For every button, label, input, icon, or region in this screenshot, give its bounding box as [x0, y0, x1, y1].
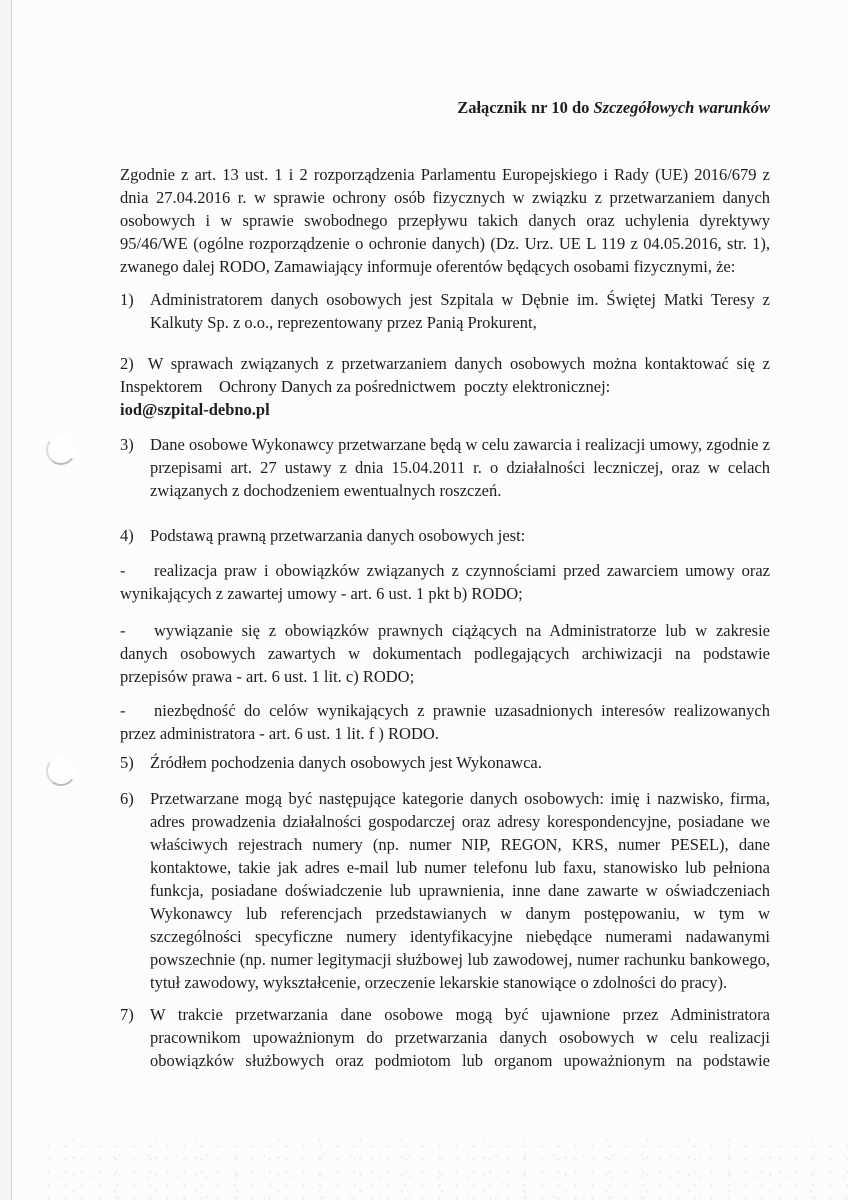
- list-item-2-group: [120, 352, 770, 421]
- item-5-text: Źródłem pochodzenia danych osobowych jest Wykonawca.: [150, 753, 542, 772]
- item-6-marker: 6): [120, 789, 134, 808]
- item-5-marker: 5): [120, 753, 134, 772]
- item-1-marker: 1): [120, 290, 134, 309]
- intro-paragraph: Zgodnie z art. 13 ust. 1 i 2 rozporządzenia Parlamentu Europejskiego i Rady (UE) 2016/679 z dnia 27.04.2016 r. w sprawie ochrony osób fizycznych w związku z przetwarzaniem danych osobowych i w sprawie swobodnego przepływu takich danych oraz uchylenia dyrektywy 95/46/WE (ogólne rozporządzenie o ochronie danych) (Dz. Urz. UE L 119 z 04.05.2016, str. 1), zwanego dalej RODO, Zamawiający informuje oferentów będących osobami fizycznymi, że:: [120, 165, 770, 276]
- header-attachment-label: Załącznik nr 10 do: [457, 98, 590, 117]
- scan-left-edge: [0, 0, 12, 1200]
- list-item-4: [120, 524, 770, 547]
- item-7-text: W trakcie przetwarzania dane osobowe mogą być ujawnione przez Administratora pracownikom upoważnionym do przetwarzania danych osobowych w celu realizacji obowiązków służbowych oraz podmiotom lub organom upoważnionym na podstawie: [150, 1005, 770, 1070]
- hole-punch-mark-bottom: [44, 754, 78, 788]
- hole-punch-mark-top: [44, 433, 78, 467]
- item-4-marker: 4): [120, 526, 134, 545]
- dash-item-1: [120, 559, 770, 605]
- item-2-marker: 2): [120, 354, 134, 373]
- contact-email: iod@szpital-debno.pl: [120, 400, 270, 419]
- list-item-5: [120, 751, 770, 774]
- dash-1-text: realizacja praw i obowiązków związanych z czynnościami przed zawarciem umowy oraz wynikających z zawartej umowy - art. 6 ust. 1 pkt b) RODO;: [120, 561, 770, 603]
- document-header: [120, 96, 770, 119]
- item-3-marker: 3): [120, 435, 134, 454]
- item-4-text: Podstawą prawną przetwarzania danych osobowych jest:: [150, 526, 526, 545]
- list-item-2: [120, 352, 770, 398]
- list-item-3: [120, 433, 770, 502]
- header-title-italic: Szczegółowych warunków: [593, 98, 770, 117]
- dash-item-3: [120, 699, 770, 745]
- scan-noise-band: [40, 1140, 848, 1200]
- list-item-1: [120, 288, 770, 334]
- dash-3-text: niezbędność do celów wynikających z prawnie uzasadnionych interesów realizowanych przez administratora - art. 6 ust. 1 lit. f ) RODO.: [120, 701, 770, 743]
- item-6-text: Przetwarzane mogą być następujące kategorie danych osobowych: imię i nazwisko, firma, adres prowadzenia działalności gospodarczej oraz adresy korespondencyjne, posiadane we właściwych rejestrach numery (np. numer NIP, REGON, KRS, numer PESEL), dane kontaktowe, takie jak adres e-mail lub numer telefonu lub faxu, stanowisko lub pełniona funkcja, posiadane doświadczenie lub uprawnienia, inne dane zawarte w oświadczeniach Wykonawcy lub referencjach przedstawianych w danym postępowaniu, w tym w szczególności specyficzne numery identyfikacyjne niebędące numerami nadawanymi powszechnie (np. numer legitymacji służbowej lub zawodowej, numer rachunku bankowego, tytuł zawodowy, wykształcenie, orzeczenie lekarskie stanowiące o zdolności do pracy).: [150, 789, 770, 992]
- dash-item-2: [120, 619, 770, 688]
- item-3-text: Dane osobowe Wykonawcy przetwarzane będą w celu zawarcia i realizacji umowy, zgodnie z przepisami art. 27 ustawy z dnia 15.04.2011 r. o działalności leczniczej, oraz w celach związanych z dochodzeniem ewentualnych roszczeń.: [150, 435, 770, 500]
- document-content: [120, 96, 770, 1072]
- dash-2-text: wywiązanie się z obowiązków prawnych ciążących na Administratorze lub w zakresie danych osobowych zawartych w dokumentach podlegających archiwizacji na podstawie przepisów prawa - art. 6 ust. 1 lit. c) RODO;: [120, 621, 770, 686]
- item-2-text: W sprawach związanych z przetwarzaniem danych osobowych można kontaktować się z Inspektorem Ochrony Danych za pośrednictwem poczty elektronicznej:: [120, 354, 770, 396]
- list-item-7: [120, 1003, 770, 1072]
- item-7-marker: 7): [120, 1005, 134, 1024]
- dash-2-marker: -: [120, 621, 126, 640]
- item-1-text: Administratorem danych osobowych jest Szpitala w Dębnie im. Świętej Matki Teresy z Kalkuty Sp. z o.o., reprezentowany przez Panią Prokurent,: [150, 290, 770, 332]
- dash-1-marker: -: [120, 561, 126, 580]
- list-item-6: [120, 787, 770, 994]
- dash-3-marker: -: [120, 701, 126, 720]
